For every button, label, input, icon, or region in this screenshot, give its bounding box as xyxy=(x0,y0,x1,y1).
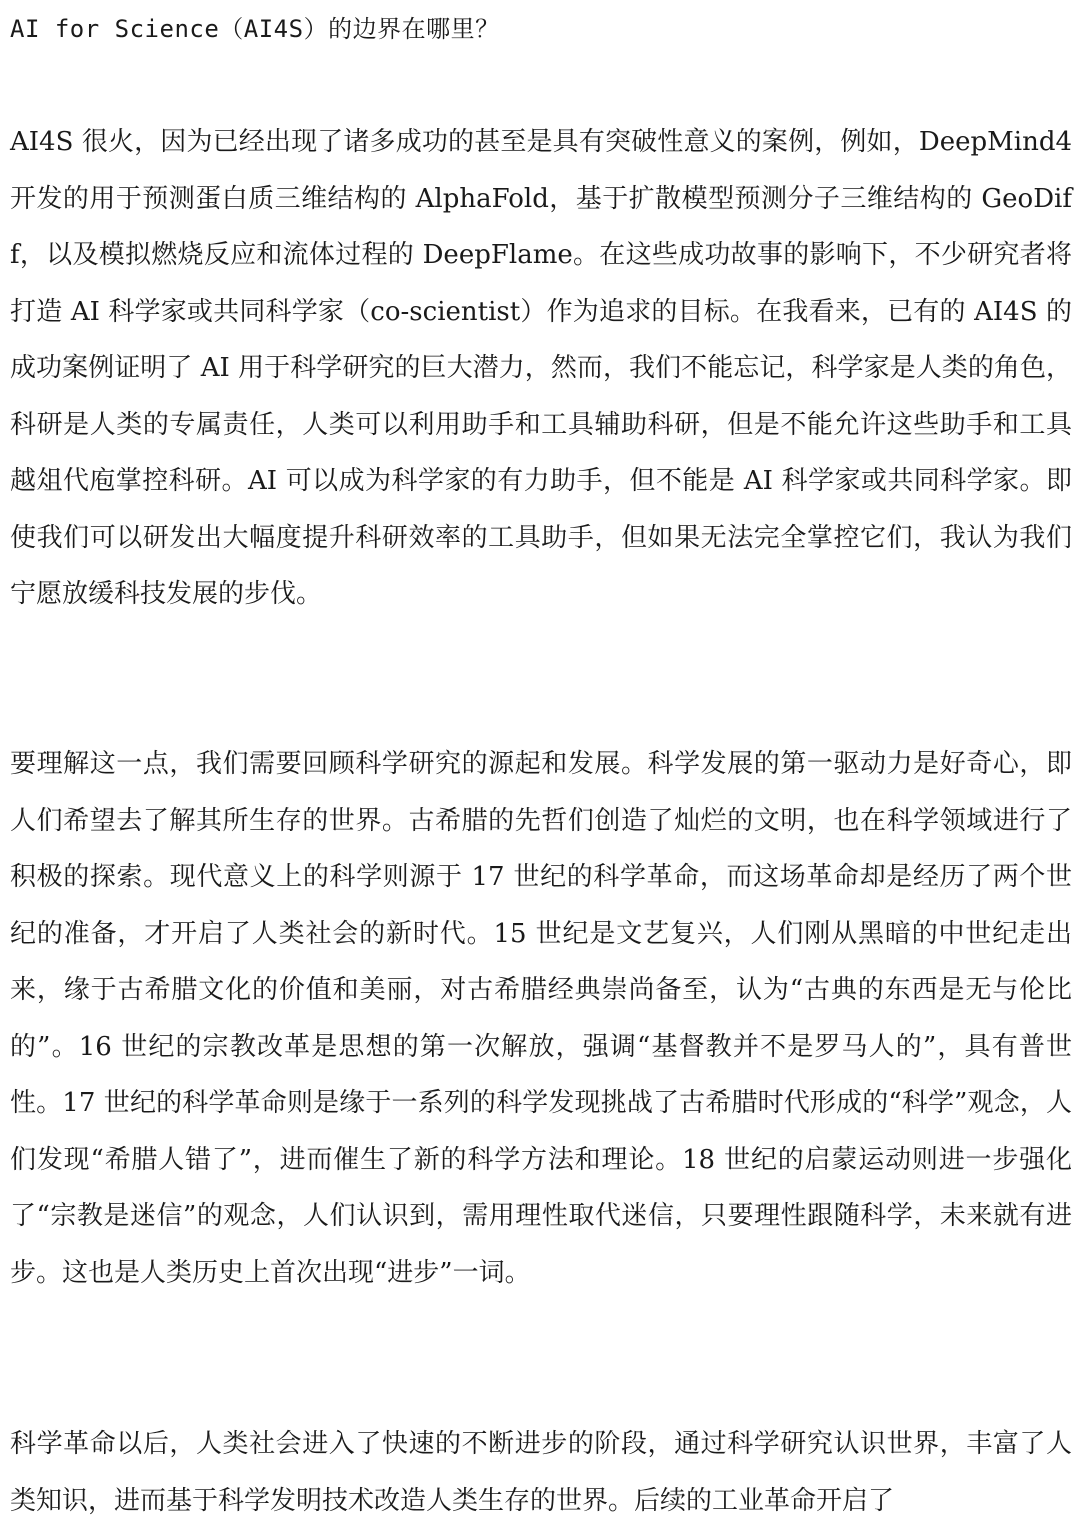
paragraph-1: AI4S 很火，因为已经出现了诸多成功的甚至是具有突破性意义的案例，例如，DeepMind4 开发的用于预测蛋白质三维结构的 AlphaFold，基于扩散模型预测分子三维结构的 GeoDiff，以及模拟燃烧反应和流体过程的 DeepFlame。在这些成功故事的影响下，不少研究者将打造 AI 科学家或共同科学家（co-scientist）作为追求的目标。在我看来，已有的 AI4S 的成功案例证明了 AI 用于科学研究的巨大潜力，然而，我们不能忘记，科学家是人类的角色，科研是人类的专属责任，人类可以利用助手和工具辅助科研，但是不能允许这些助手和工具越俎代庖掌控科研。AI 可以成为科学家的有力助手，但不能是 AI 科学家或共同科学家。即使我们可以研发出大幅度提升科研效率的工具助手，但如果无法完全掌控它们，我认为我们宁愿放缓科技发展的步伐。 xyxy=(10,127,1072,609)
paragraph-3: 科学革命以后，人类社会进入了快速的不断进步的阶段，通过科学研究认识世界，丰富了人类知识，进而基于科学发明技术改造人类生存的世界。后续的工业革命开启了 xyxy=(10,1429,1072,1516)
paragraph-2: 要理解这一点，我们需要回顾科学研究的源起和发展。科学发展的第一驱动力是好奇心，即人们希望去了解其所生存的世界。古希腊的先哲们创造了灿烂的文明，也在科学领域进行了积极的探索。现代意义上的科学则源于 17 世纪的科学革命，而这场革命却是经历了两个世纪的准备，才开启了人类社会的新时代。15 世纪是文艺复兴，人们刚从黑暗的中世纪走出来，缘于古希腊文化的价值和美丽，对古希腊经典崇尚备至，认为“古典的东西是无与伦比的”。16 世纪的宗教改革是思想的第一次解放，强调“基督教并不是罗马人的”，具有普世性。17 世纪的科学革命则是缘于一系列的科学发现挑战了古希腊时代形成的“科学”观念，人们发现“希腊人错了”，进而催生了新的科学方法和理论。18 世纪的启蒙运动则进一步强化了“宗教是迷信”的观念，人们认识到，需用理性取代迷信，只要理性跟随科学，未来就有进步。这也是人类历史上首次出现“进步”一词。 xyxy=(10,749,1072,1288)
article xyxy=(10,0,1072,1516)
article-title: AI for Science（AI4S）的边界在哪里？ xyxy=(10,15,500,43)
